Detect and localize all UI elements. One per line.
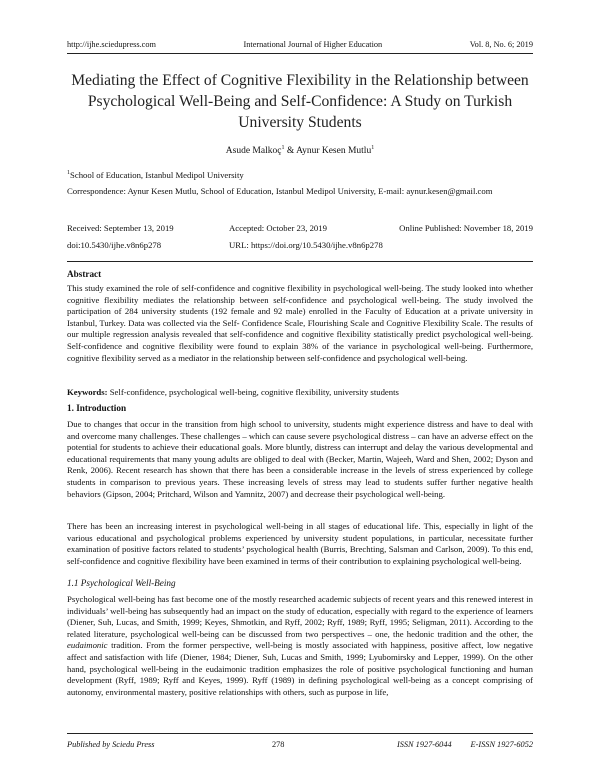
para-text-b: tradition. From the former perspective, well-being is mostly associated with happiness, positive affect, low negative affect and satisfaction with life (Diener, 1984; Diener, Suh, Lucas and Smith, 1999; Lyubomirsky and Lepper, 1999). On the other hand, psychological well-being in the eudaimonic tradition emphasizes the role of positive psychological functioning and human development (Ryff, 1989; Ryff and Keyes, 1999). Ryff (1989) in defining psychological well-being as a concept comprising of autonomy, environmental mastery, positive relationships with others, such as purpose in life, [67, 640, 533, 697]
correspondence: Correspondence: Aynur Kesen Mutlu, School of Education, Istanbul Medipol University, E-mail: aynur.kesen@gmail.com [67, 186, 493, 196]
url-link[interactable]: URL: https://doi.org/10.5430/ijhe.v8n6p278 [229, 240, 383, 250]
footer-publisher: Published by Sciedu Press [67, 740, 155, 749]
author-1-mark: 1 [281, 144, 285, 151]
section-1-1-heading: 1.1 Psychological Well-Being [67, 578, 176, 588]
volume-info: Vol. 8, No. 6; 2019 [469, 40, 533, 49]
footer-eissn: E-ISSN 1927-6052 [470, 740, 533, 749]
abstract-heading: Abstract [67, 269, 102, 279]
author-2: Aynur Kesen Mutlu [296, 146, 372, 156]
section-1-paragraph-1: Due to changes that occur in the transition from high school to university, students might experience distress and have to deal with and overcome many challenges. These challenges – which can cause severe psychological distress – can have an adverse effect on the potential for students to achieve their educational goals. More bluntly, distress can interrupt and delay the various developmental and educational requirements that many young adults are obliged to deal with (Becker, Martin, Wajeeh, Ward and Shen, 2002; Dyson and Renk, 2006). Recent research has shown that there has been a considerable increase in the levels of stress experienced by college students in comparison to previous years. These increasing levels of stress may lead to students suffer further negative health behaviors (Gipson, 2004; Pritchard, Wilson and Yamnitz, 2007) and decrease their psychological well-being. [67, 419, 533, 499]
keywords-label: Keywords: [67, 387, 108, 397]
section-1-1-paragraph-1 [67, 594, 533, 698]
doi-link[interactable]: doi:10.5430/ijhe.v8n6p278 [67, 240, 162, 250]
published-date: Online Published: November 18, 2019 [399, 223, 533, 233]
footer-issn: ISSN 1927-6044 [397, 740, 452, 749]
author-line [67, 146, 533, 156]
author-separator: & [284, 146, 297, 156]
affiliation [67, 170, 533, 182]
section-1-heading: 1. Introduction [67, 403, 127, 413]
header-rule [67, 53, 533, 54]
accepted-date: Accepted: October 23, 2019 [229, 223, 327, 233]
page-number: 278 [272, 740, 285, 749]
footer-rule [67, 733, 533, 734]
keywords [67, 387, 533, 399]
para-emphasis: eudaimonic [67, 640, 108, 651]
front-matter-rule [67, 261, 533, 262]
keywords-text: Self-confidence, psychological well-being, cognitive flexibility, university students [107, 387, 399, 397]
received-date: Received: September 13, 2019 [67, 223, 174, 233]
journal-name: International Journal of Higher Education [243, 40, 383, 49]
affiliation-mark: 1 [67, 170, 70, 177]
abstract-text: This study examined the role of self-confidence and cognitive flexibility in psychological well-being. The study looked into whether cognitive flexibility mediates the relationship between self-confidence and psychological well-being. The study involved the participation of 284 university students (192 female and 92 male) enrolled in the Faculty of Education at a private university in Istanbul, Turkey. Data was collected via the Self- Confidence Scale, Flourishing Scale and Cognitive Flexibility Scale. The results of our multiple regression analysis revealed that self-confidence and cognitive flexibility statistically predict psychological well-being. Self-confidence and cognitive flexibility were found to explain 38% of the variance in psychological well-being. Furthermore, cognitive flexibility served as a mediator in the relationship between self-confidence and psychological well-being. [67, 283, 533, 363]
para-text-a: Psychological well-being has fast become one of the mostly researched academic subjects of recent years and this renewed interest in individuals’ well-being has subsequently had an impact on the study of education, especially with regard to the experience of learners (Diener, Suh, Lucas, and Smith, 1999; Keyes, Shmotkin, and Ryff, 2002; Ryff, 1989; Ryff, 1995; Seligman, 2011). According to the related literature, psychological well-being can be discussed from two perspectives – one, the hedonic tradition and the other, the [67, 594, 533, 639]
affiliation-text: School of Education, Istanbul Medipol University [70, 170, 244, 180]
running-header [67, 40, 533, 49]
section-1-paragraph-2: There has been an increasing interest in psychological well-being in all stages of educational life. This, especially in light of the various educational and psychological problems experienced by university student populations, in particular, necessitate further examination of positive factors related to students’ psychological health (Burris, Brechting, Salsman and Carlson, 2009). To this end, self-confidence and cognitive flexibility have been examined in terms of their contribution to explaining psychological well-being. [67, 521, 533, 566]
paper-title: Mediating the Effect of Cognitive Flexibility in the Relationship between Psychological Well-Being and Self-Confidence: A Study on Turkish University Students [71, 72, 529, 131]
journal-url[interactable]: http://ijhe.sciedupress.com [67, 40, 156, 49]
author-1: Asude Malkoç [225, 146, 282, 156]
author-2-mark: 1 [371, 144, 375, 151]
